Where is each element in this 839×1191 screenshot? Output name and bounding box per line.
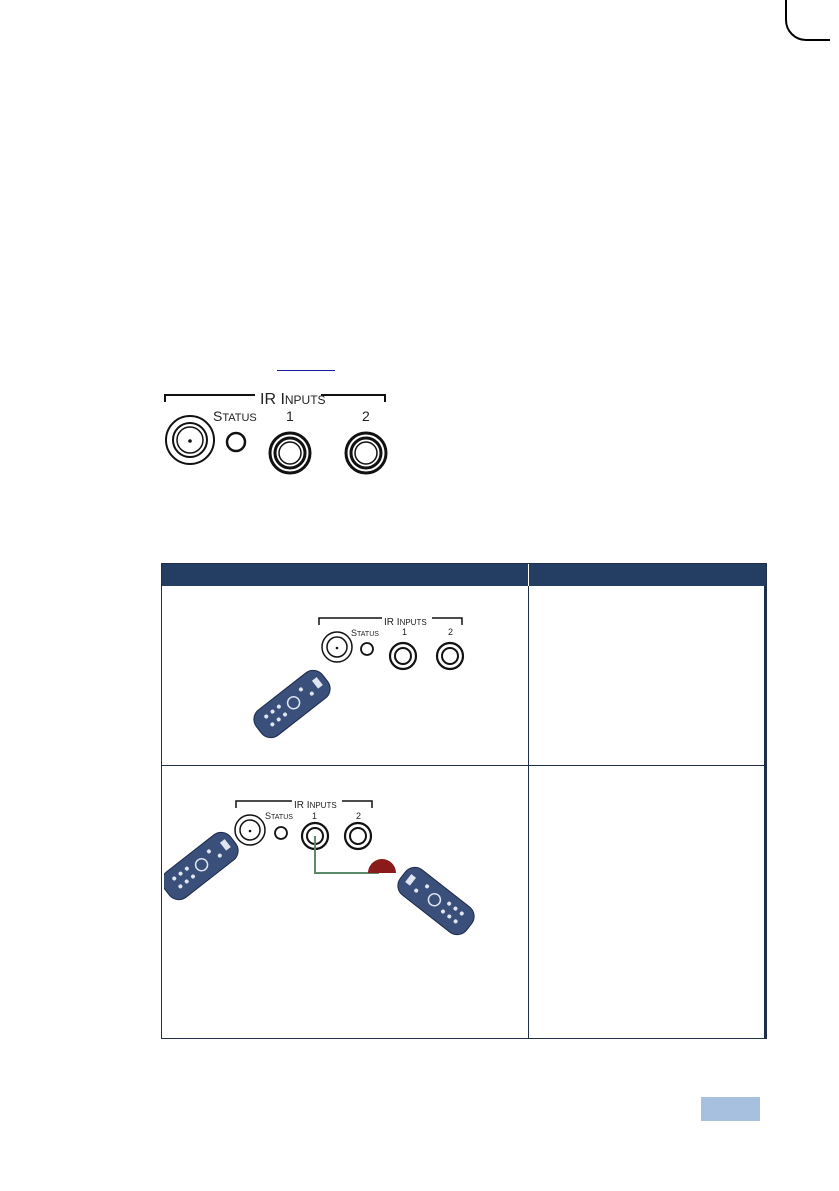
remote-control-icon bbox=[393, 863, 479, 940]
input-2-label: 2 bbox=[362, 408, 370, 424]
status-label: STATUS bbox=[351, 628, 379, 638]
status-label: STATUS bbox=[265, 811, 293, 821]
ir-inputs-title: IR INPUTS bbox=[384, 617, 427, 628]
status-led-icon bbox=[275, 827, 287, 839]
ir-input-jack-icon[interactable] bbox=[437, 643, 463, 669]
remote-control-icon bbox=[249, 666, 335, 743]
ir-inputs-panel bbox=[160, 388, 390, 478]
page-number-badge bbox=[701, 1097, 760, 1121]
input-2-label: 2 bbox=[448, 627, 454, 637]
status-led-icon bbox=[227, 433, 245, 451]
status-led-icon bbox=[361, 643, 373, 655]
ir-input-jack-icon[interactable] bbox=[270, 433, 310, 473]
table-row-1-illustration bbox=[242, 609, 482, 744]
ir-connection-table bbox=[161, 563, 767, 1039]
ir-sensor-icon bbox=[322, 632, 352, 662]
status-label: STATUS bbox=[213, 408, 257, 424]
ir-input-jack-icon[interactable] bbox=[346, 433, 386, 473]
ir-emitter-icon bbox=[368, 859, 396, 873]
input-1-label: 1 bbox=[286, 408, 294, 424]
input-2-label: 2 bbox=[356, 811, 362, 821]
ir-input-jack-icon[interactable] bbox=[345, 823, 371, 849]
input-1-label: 1 bbox=[402, 627, 408, 637]
hyperlink-underline[interactable] bbox=[277, 370, 335, 371]
page-corner-arc bbox=[740, 0, 830, 70]
ir-inputs-title: IR INPUTS bbox=[294, 800, 337, 811]
ir-inputs-title: IR INPUTS bbox=[260, 391, 326, 408]
ir-input-jack-icon[interactable] bbox=[390, 643, 416, 669]
ir-sensor-icon bbox=[235, 815, 265, 845]
table-header bbox=[162, 564, 766, 586]
table-row-2-illustration bbox=[164, 791, 484, 941]
input-1-label: 1 bbox=[312, 811, 318, 821]
remote-control-icon bbox=[164, 828, 243, 905]
ir-sensor-icon bbox=[166, 416, 214, 464]
